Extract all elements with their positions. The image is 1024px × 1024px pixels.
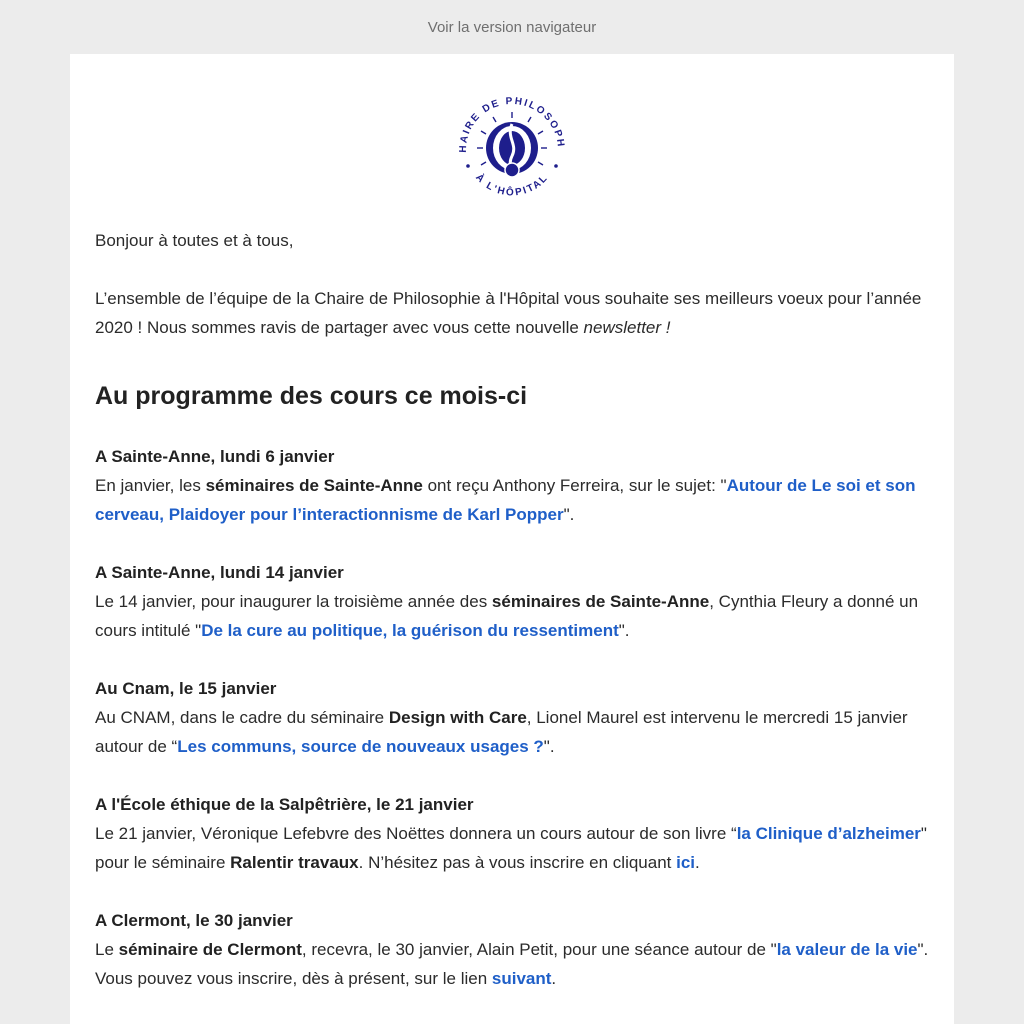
newsletter-card — [70, 54, 954, 1024]
event-text: . N’hésitez pas à vous inscrire en cliquant — [358, 853, 677, 872]
event-text: Le 21 janvier, Véronique Lefebvre des Noëttes donnera un cours autour de son livre “ — [95, 824, 737, 843]
event-text: . — [551, 969, 557, 988]
event-text: ont reçu Anthony Ferreira, sur le sujet: " — [422, 476, 727, 495]
event-text: ". — [563, 505, 575, 524]
intro-paragraph — [95, 284, 935, 342]
event-item — [95, 442, 935, 529]
event-text: " pour le séminaire — [95, 824, 927, 872]
chaire-logo — [448, 82, 576, 210]
event-text: , recevra, le 30 janvier, Alain Petit, pour une séance autour de " — [301, 940, 777, 959]
event-title: A Clermont, le 30 janvier — [95, 911, 293, 930]
event-text: ". — [618, 621, 630, 640]
event-text: Le 14 janvier, pour inaugurer la troisième année des — [95, 592, 492, 611]
event-bold-text: Ralentir travaux — [230, 853, 359, 872]
event-item — [95, 790, 935, 877]
event-title: A Sainte-Anne, lundi 6 janvier — [95, 447, 335, 466]
event-link[interactable]: De la cure au politique, la guérison du ressentiment — [201, 621, 619, 640]
event-text: Au CNAM, dans le cadre du séminaire — [95, 708, 389, 727]
greeting-text: Bonjour à toutes et à tous, — [95, 231, 294, 250]
event-text: En janvier, les — [95, 476, 206, 495]
event-description — [95, 935, 935, 993]
event-bold-text: Design with Care — [388, 708, 527, 727]
event-bold-text: séminaire de Clermont — [118, 940, 302, 959]
section-title: Au programme des cours ce mois-ci — [95, 382, 528, 410]
event-text: ". — [543, 737, 555, 756]
event-item — [95, 674, 935, 761]
view-in-browser-link[interactable]: Voir la version navigateur — [427, 18, 597, 36]
event-text: Le — [95, 940, 119, 959]
event-link[interactable]: la valeur de la vie — [776, 940, 918, 959]
event-text: . — [695, 853, 700, 872]
event-item — [95, 906, 935, 993]
logo-top-text: HAIRE DE PHILOSOPH — [457, 95, 567, 153]
event-bold-text: séminaires de Sainte-Anne — [205, 476, 423, 495]
browser-version-bar — [70, 0, 954, 54]
intro-italic: newsletter ! — [583, 318, 671, 337]
event-title: Au Cnam, le 15 janvier — [95, 679, 277, 698]
logo-bottom-text: À L'HÔPITAL — [473, 172, 551, 199]
register-link[interactable]: ici — [676, 853, 696, 872]
event-description — [95, 819, 935, 877]
event-bold-text: séminaires de Sainte-Anne — [491, 592, 710, 611]
event-title: A Sainte-Anne, lundi 14 janvier — [95, 563, 344, 582]
event-item — [95, 558, 935, 645]
register-link[interactable]: suivant — [491, 969, 552, 988]
event-text: ". Vous pouvez vous inscrire, dès à présent, sur le lien — [95, 940, 929, 988]
newsletter-content — [95, 226, 935, 1022]
event-title: A l'École éthique de la Salpêtrière, le 21 janvier — [95, 795, 474, 814]
event-description — [95, 471, 935, 529]
event-link[interactable]: la Clinique d’alzheimer — [736, 824, 921, 843]
event-link[interactable]: Autour de Le soi et son cerveau, Plaidoyer pour l’interactionnisme de Karl Popper — [95, 476, 916, 524]
chaire-logo-icon — [448, 82, 576, 210]
intro-text: L’ensemble de l’équipe de la Chaire de Philosophie à l'Hôpital vous souhaite ses meilleurs voeux pour l’année 2020 ! Nous sommes ravis de partager avec vous cette nouvelle — [95, 289, 922, 337]
event-description — [95, 587, 935, 645]
event-link[interactable]: Les communs, source de nouveaux usages ? — [177, 737, 544, 756]
event-description — [95, 703, 935, 761]
event-text: , Lionel Maurel est intervenu le mercredi 15 janvier autour de “ — [95, 708, 908, 756]
event-text: , Cynthia Fleury a donné un cours intitulé " — [95, 592, 919, 640]
